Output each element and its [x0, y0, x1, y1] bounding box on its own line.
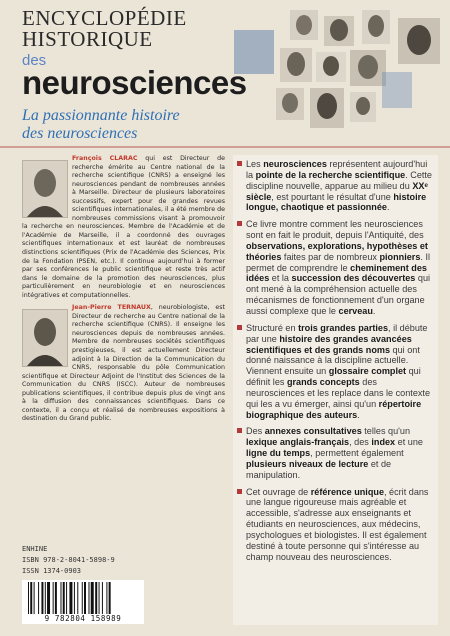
description-text: représentent aujourd'hui la: [246, 159, 428, 180]
scientist-portraits-collage: [232, 10, 444, 135]
barcode-bar: [88, 582, 89, 614]
barcode-bar: [106, 582, 107, 614]
author-name-clarac: François CLARAC: [72, 155, 138, 162]
author-biographies: [22, 155, 225, 424]
author-photo-clarac: [22, 160, 68, 218]
description-text: . Il permet de comprendre le: [246, 251, 431, 273]
description-text: , il débute par une: [246, 322, 428, 344]
barcode-bar: [74, 582, 75, 614]
description-text: qui ont mené à la compréhension actuelle des mécanismes de fonctionnement d'un organe aussi complexe que le: [246, 273, 431, 316]
highlighted-term: pointe de la recherche scientifique: [255, 169, 406, 180]
highlighted-term: répertoire biographique des auteurs: [246, 398, 422, 420]
description-text: des neurosciences et les replace dans le contexte qui les a vu émerger, ainsi qu'un: [246, 377, 431, 409]
barcode: [22, 580, 144, 624]
barcode-bar: [82, 582, 83, 614]
description-text: , permettent également: [310, 448, 404, 459]
highlighted-term: index: [371, 437, 396, 448]
highlighted-term: grands concepts: [286, 377, 360, 388]
description-text: Cet ouvrage de: [246, 486, 311, 497]
description-text: Les: [246, 159, 264, 169]
barcode-bar: [41, 582, 43, 614]
barcode-bar: [47, 582, 50, 614]
issn-number: ISSN 1374-0903: [22, 567, 82, 575]
barcode-bar: [69, 582, 72, 614]
barcode-bar: [60, 582, 61, 614]
barcode-bars: [28, 582, 138, 614]
author-bio-text-clarac: qui est Directeur de recherche émérite au Centre national de la recherche scientifique (CNRS) a enseigné les neurosciences pendant de nombreuses années à Marseille. Directeur de plusieurs laboratoires successifs, expert pour de grandes revues scientifiques internationales, il a été membre de nombreuses commissions visant à promouvoir la recherche en neurosciences. Membre de l'Académie et de l'Académie de Marseille, il a coordonné des ouvrages scientifiques internationaux et est lauréat de nombreuses distinctions scientifiques (Prix de l'Académie des Sciences, Prix de la Fondation IPSEN, etc.). Il continue aujourd'hui à former par ses conférences le public scientifique et reste très actif dans le domaine de la promotion des neurosciences, plus particulièrement en neurobiologie et en neurosciences intégratives et computationnelles.: [22, 155, 225, 299]
description-text: et la: [269, 273, 292, 284]
barcode-bar: [66, 582, 67, 614]
description-text: et une: [395, 437, 423, 448]
barcode-bar: [45, 582, 46, 614]
description-text: et de manipulation.: [246, 458, 392, 480]
highlighted-term: observations, explorations, hypothèses et théories: [246, 240, 428, 262]
description-paragraph: [237, 487, 432, 563]
book-description-panel: [233, 155, 438, 625]
title-line-3: des: [22, 52, 47, 69]
isbn-number: ISBN 978-2-8041-5898-9: [22, 556, 115, 564]
highlighted-term: glossaire complet: [328, 366, 407, 377]
author-photo-ternaux: [22, 309, 68, 367]
description-text: Structuré en: [246, 322, 299, 333]
highlighted-term: XXᵉ siècle: [246, 180, 428, 202]
barcode-bar: [55, 582, 57, 614]
title-line-4: neurosciences: [22, 64, 247, 101]
description-paragraph: [237, 426, 432, 480]
title-line-1: ENCYCLOPÉDIE: [22, 6, 187, 30]
subtitle: [22, 107, 180, 143]
highlighted-term: trois grandes parties: [298, 322, 389, 333]
subtitle-line-2: des neurosciences: [22, 125, 138, 142]
title-line-2: HISTORIQUE: [22, 27, 153, 51]
description-text: , des: [349, 437, 372, 448]
highlighted-term: neurosciences: [263, 159, 327, 169]
description-text: telles qu'un: [361, 426, 410, 437]
description-text: . Cette discipline nouvelle, apparue au milieu du: [246, 169, 432, 191]
barcode-bar: [38, 582, 39, 614]
subtitle-line-1: La passionnante histoire: [22, 107, 180, 124]
description-text: .: [386, 202, 390, 213]
highlighted-term: référence unique: [310, 486, 384, 497]
barcode-bar: [102, 582, 103, 614]
barcode-bar: [77, 582, 78, 614]
highlighted-term: histoire longue, chaotique et passionnée: [246, 191, 427, 213]
highlighted-term: succession des découvertes: [291, 273, 416, 284]
barcode-bar: [99, 582, 100, 614]
description-paragraph: [237, 159, 432, 213]
author-bio-clarac: [22, 155, 225, 300]
highlighted-term: annexes consultatives: [264, 426, 362, 437]
square-bullet-icon: [237, 161, 242, 166]
barcode-bar: [34, 582, 35, 614]
square-bullet-icon: [237, 221, 242, 226]
barcode-bar: [109, 582, 111, 614]
square-bullet-icon: [237, 428, 242, 433]
description-paragraph: [237, 323, 432, 421]
description-text: .: [372, 305, 376, 316]
barcode-bar: [53, 582, 54, 614]
imprint-code: ENHINE: [22, 545, 48, 553]
highlighted-term: plusieurs niveaux de lecture: [246, 458, 369, 469]
description-text: .: [357, 409, 360, 420]
author-name-ternaux: Jean-Pierre TERNAUX: [72, 304, 151, 312]
square-bullet-icon: [237, 489, 242, 494]
barcode-bar: [63, 582, 65, 614]
header-divider: [0, 146, 450, 148]
description-text: , est pourtant le résultat d'une: [271, 191, 394, 202]
description-text: faites par de nombreux: [281, 251, 380, 262]
square-bullet-icon: [237, 325, 242, 330]
highlighted-term: pionniers: [379, 251, 421, 262]
description-text: , écrit dans une langue rigoureuse mais agréable et accessible, s'adresse aux enseignants et étudiants en neurosciences, aux médecins, psychologues et biologistes. Il est également destiné à toute personne qui s'intéresse au champ nouveau des neurosciences.: [246, 486, 429, 562]
highlighted-term: cerveau: [338, 305, 373, 316]
highlighted-term: cheminement des idées: [246, 262, 427, 284]
description-paragraph: [237, 219, 432, 317]
highlighted-term: histoire des grandes avancées scientifiques et des grands noms: [246, 333, 412, 355]
highlighted-term: lexique anglais-français: [246, 437, 350, 448]
description-text: Des: [246, 426, 265, 437]
barcode-bar: [95, 582, 97, 614]
barcode-bar: [28, 582, 29, 614]
publication-info: [22, 544, 115, 577]
barcode-number: 9 782804 158989: [44, 614, 122, 623]
description-text: qui définit les: [246, 366, 421, 388]
highlighted-term: ligne du temps: [246, 448, 311, 459]
description-text: Ce livre montre comment les neurosciences sont en fait le produit, depuis l'Antiquité, des: [246, 219, 424, 241]
author-bio-ternaux: [22, 304, 225, 424]
barcode-bar: [30, 582, 32, 614]
barcode-bar: [84, 582, 86, 614]
barcode-bar: [91, 582, 94, 614]
author-bio-text-ternaux: , neurobiologiste, est Directeur de recherche au Centre national de la recherche scientifique (CNRS). Il enseigne les neurosciences depuis de nombreuses années. Membre de nombreuses sociétés scientifiques prestigieuses, il est actuellement Directeur adjoint à la Direction de la Communication du CNRS, responsable du pôle Communication scientifique et Directeur Adjoint de l'Institut des Sciences de la Communication du CNRS (ISCC). Auteur de nombreuses publications scientifiques, il contribue depuis plus de vingt ans à la diffusion des connaissances scientifiques. Dans ce contexte, il a conçu et réalisé de nombreuses expositions à destination du Grand public.: [22, 304, 225, 423]
description-text: qui ont donné naissance à la discipline actuelle. Viennent ensuite un: [246, 344, 420, 377]
